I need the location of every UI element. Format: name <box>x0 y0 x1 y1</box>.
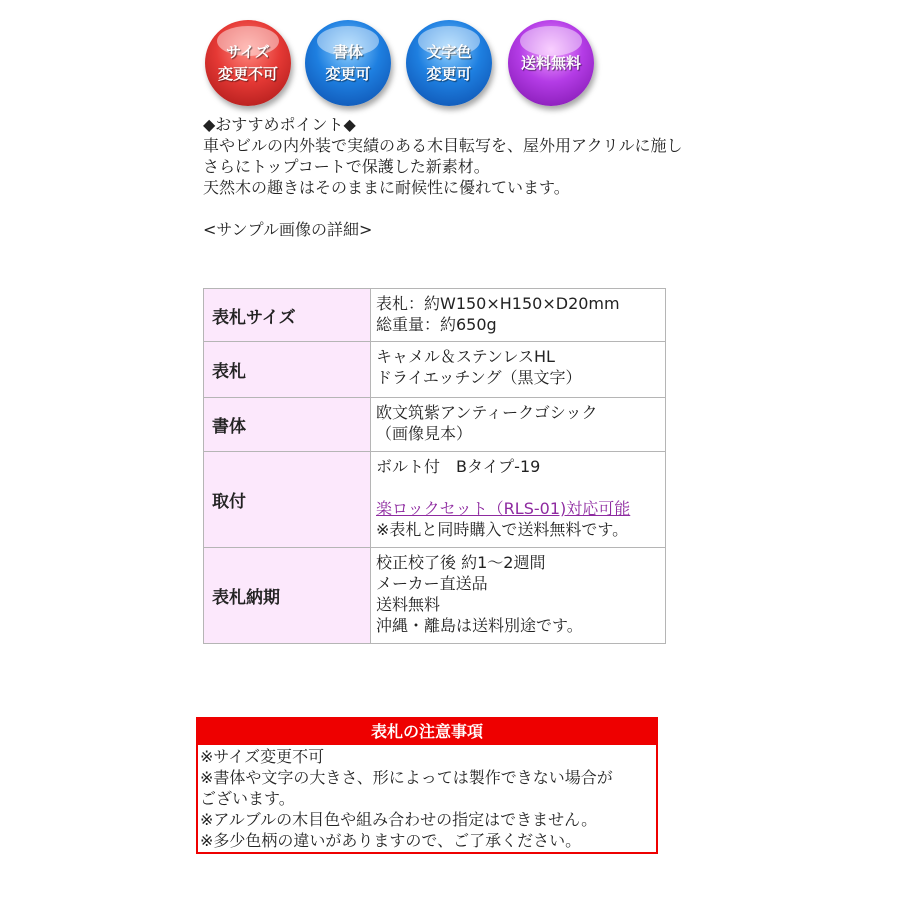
notice-line: ※書体や文字の大きさ、形によっては製作できない場合が <box>200 768 613 787</box>
value-line: 送料無料 <box>376 595 441 614</box>
row-value <box>371 398 666 452</box>
recommendation-section <box>203 114 763 198</box>
table-row <box>204 289 666 342</box>
recommendation-line: 車やビルの内外装で実績のある木目転写を、屋外用アクリルに施し <box>203 136 683 155</box>
notice-line: ございます。 <box>200 789 295 808</box>
row-header: 取付 <box>204 452 371 548</box>
value-line: 欧文筑紫アンティークゴシック <box>376 403 598 422</box>
text-color-changeable-badge <box>406 20 492 106</box>
row-header: 表札納期 <box>204 548 371 644</box>
table-row <box>204 452 666 548</box>
row-header: 表札 <box>204 342 371 398</box>
nameplate-notice-box <box>196 717 658 854</box>
sample-image-label: <サンプル画像の詳細> <box>203 220 373 239</box>
notice-line: ※サイズ変更不可 <box>200 747 325 766</box>
notice-line: ※アルブルの木目色や組み合わせの指定はできません。 <box>200 810 598 829</box>
notice-line: ※多少色柄の違いがありますので、ご了承ください。 <box>200 831 582 850</box>
table-row <box>204 342 666 398</box>
free-shipping-badge <box>508 20 594 106</box>
value-line: ※表札と同時購入で送料無料です。 <box>376 520 629 539</box>
badge-label: 送料無料 <box>520 54 581 72</box>
value-line: キャメル＆ステンレスHL <box>376 347 555 366</box>
row-value <box>371 342 666 398</box>
table-row <box>204 398 666 452</box>
value-line: ボルト付 Bタイプ-19 <box>376 457 541 476</box>
table-row <box>204 548 666 644</box>
raku-lock-set-link[interactable]: 楽ロックセット（RLS-01)対応可能 <box>376 499 631 518</box>
size-unchangeable-badge <box>205 20 291 106</box>
value-line: メーカー直送品 <box>376 574 488 593</box>
row-value <box>371 289 666 342</box>
spec-table <box>203 288 666 644</box>
value-line: 校正校了後 約1～2週間 <box>376 553 546 572</box>
value-line: （画像見本） <box>376 424 473 443</box>
value-line: 沖縄・離島は送料別途です。 <box>376 616 583 635</box>
row-value <box>371 548 666 644</box>
value-line: ドライエッチング（黒文字） <box>376 368 582 387</box>
recommendation-heading: ◆おすすめポイント◆ <box>203 115 356 134</box>
value-line: 総重量：約650g <box>376 315 497 334</box>
notice-title: 表札の注意事項 <box>198 719 656 745</box>
value-line: 表札：約W150×H150×D20mm <box>376 294 620 313</box>
recommendation-line: さらにトップコートで保護した新素材。 <box>203 157 490 176</box>
badge-label: 文字色 変更可 <box>426 43 472 83</box>
badge-label: 書体 変更可 <box>325 43 371 83</box>
row-value <box>371 452 666 548</box>
feature-badges <box>205 20 605 106</box>
badge-label: サイズ 変更不可 <box>217 43 278 83</box>
recommendation-line: 天然木の趣きはそのままに耐候性に優れています。 <box>203 178 570 197</box>
font-changeable-badge <box>305 20 391 106</box>
spacer <box>376 477 659 498</box>
row-header: 表札サイズ <box>204 289 371 342</box>
row-header: 書体 <box>204 398 371 452</box>
notice-body <box>198 745 656 852</box>
